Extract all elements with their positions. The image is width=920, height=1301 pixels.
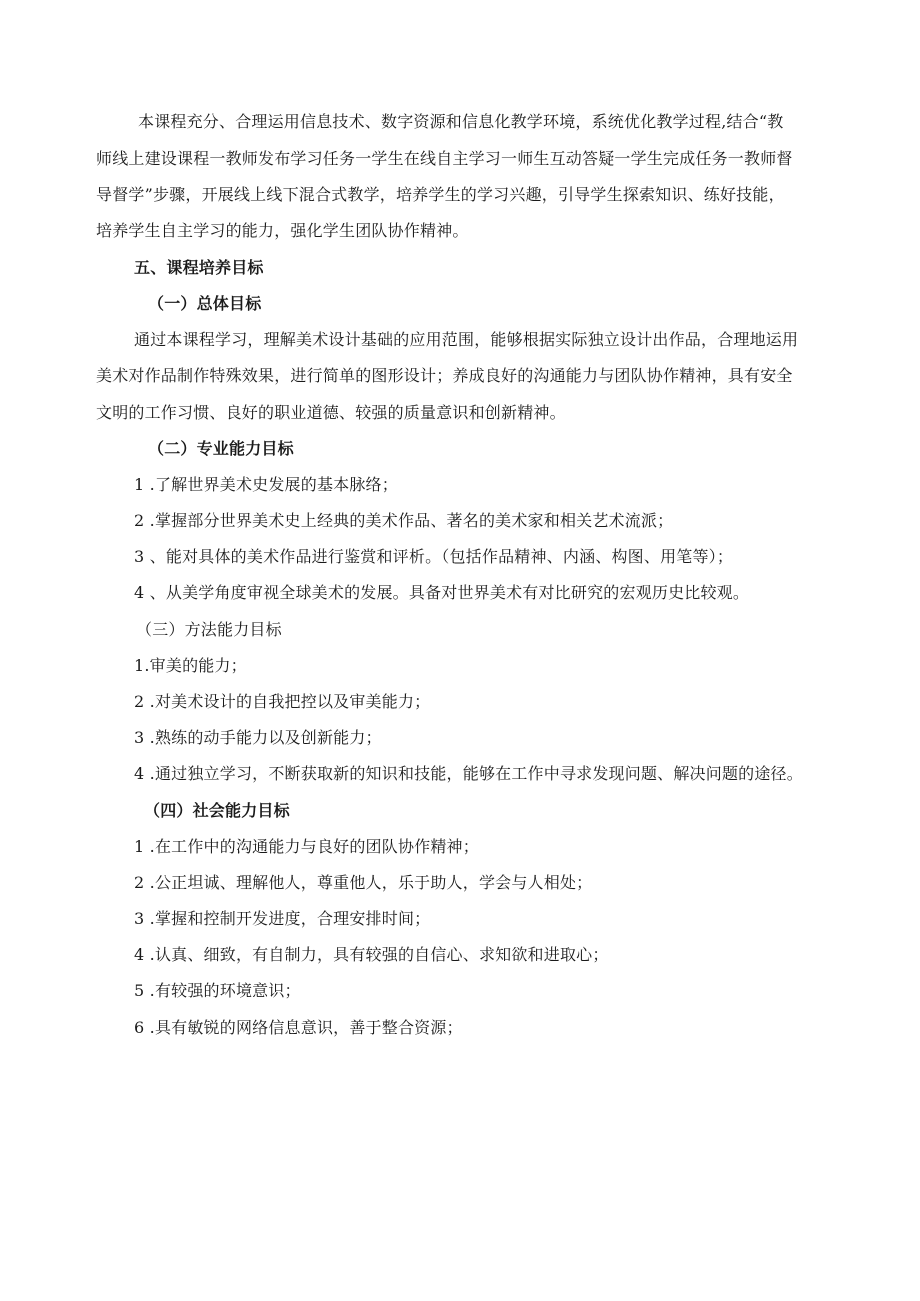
method-item-3: 3 .熟练的动手能力以及创新能力； xyxy=(134,728,382,747)
social-item-1: 1 .在工作中的沟通能力与良好的团队协作精神； xyxy=(134,837,479,856)
social-item-3: 3 .掌握和控制开发进度，合理安排时间； xyxy=(134,909,431,928)
social-item-4: 4 .认真、细致，有自制力，具有较强的自信心、求知欲和进取心； xyxy=(134,945,609,964)
professional-item-3: 3 、能对具体的美术作品进行鉴赏和评析。（包括作品精神、内涵、构图、用笔等）； xyxy=(134,547,734,566)
professional-item-2: 2 .掌握部分世界美术史上经典的美术作品、著名的美术家和相关艺术流派； xyxy=(134,511,674,530)
overall-line-3: 文明的工作习惯、良好的职业道德、较强的质量意识和创新精神。 xyxy=(96,403,566,422)
professional-goal-heading: （二）专业能力目标 xyxy=(148,439,294,458)
professional-item-1: 1 .了解世界美术史发展的基本脉络； xyxy=(134,475,398,494)
intro-line-1: 本课程充分、合理运用信息技术、数字资源和信息化教学环境，系统优化教学过程,结合“教 xyxy=(138,112,784,131)
social-item-5: 5 .有较强的环境意识； xyxy=(134,981,301,1000)
social-item-6: 6 .具有敏锐的网络信息意识，善于整合资源； xyxy=(134,1018,463,1037)
method-item-2: 2 .对美术设计的自我把控以及审美能力； xyxy=(134,692,431,711)
overall-goal-heading: （一）总体目标 xyxy=(148,294,262,313)
method-goal-heading: （三）方法能力目标 xyxy=(136,620,282,639)
social-goal-heading: （四）社会能力目标 xyxy=(144,801,290,820)
section-heading: 五、课程培养目标 xyxy=(134,258,264,277)
method-item-4: 4 .通过独立学习，不断获取新的知识和技能，能够在工作中寻求发现问题、解决问题的途径。 xyxy=(134,764,803,783)
intro-line-2: 师线上建设课程一教师发布学习任务一学生在线自主学习一师生互动答疑一学生完成任务一教师督 xyxy=(96,149,793,168)
professional-item-4: 4 、从美学角度审视全球美术的发展。具备对世界美术有对比研究的宏观历史比较观。 xyxy=(134,583,750,602)
overall-line-1: 通过本课程学习，理解美术设计基础的应用范围，能够根据实际独立设计出作品，合理地运用 xyxy=(134,330,799,349)
overall-line-2: 美术对作品制作特殊效果，进行简单的图形设计；养成良好的沟通能力与团队协作精神，具有安全 xyxy=(96,366,793,385)
intro-line-4: 培养学生自主学习的能力，强化学生团队协作精神。 xyxy=(96,221,469,240)
social-item-2: 2 .公正坦诚、理解他人，尊重他人，乐于助人，学会与人相处； xyxy=(134,873,593,892)
intro-line-3: 导督学”步骤，开展线上线下混合式教学，培养学生的学习兴趣，引导学生探索知识、练好技能， xyxy=(96,185,785,204)
method-item-1: 1.审美的能力； xyxy=(134,656,247,675)
